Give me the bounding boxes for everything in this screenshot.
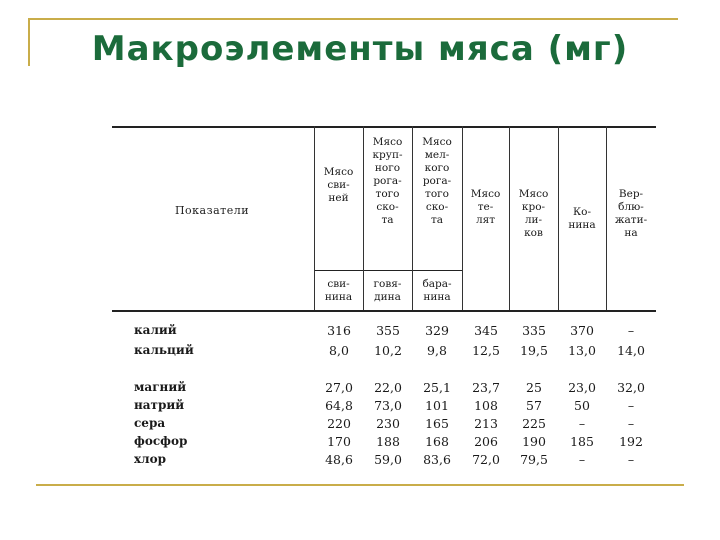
table-row xyxy=(112,379,656,396)
table-top-rule xyxy=(112,126,656,128)
header-indicators: Показатели xyxy=(174,204,250,217)
subcolumn-header: сви- нина xyxy=(324,278,353,303)
table-cell: 23,0 xyxy=(568,380,596,395)
table-cell: – xyxy=(627,452,635,467)
table-cell: 345 xyxy=(474,323,498,338)
row-label: фосфор xyxy=(134,434,188,448)
table-cell: 83,6 xyxy=(423,452,451,467)
table-cell: 57 xyxy=(526,398,542,413)
table-cell: 50 xyxy=(574,398,590,413)
table-cell: 329 xyxy=(425,323,449,338)
table-cell: – xyxy=(578,452,586,467)
subheader-rule xyxy=(314,270,462,271)
table-cell: 25 xyxy=(526,380,542,395)
table-cell: 9,8 xyxy=(427,343,447,358)
table-cell: 59,0 xyxy=(374,452,402,467)
column-header: Мясо кро- ли- ков xyxy=(518,188,549,239)
table-cell: 170 xyxy=(327,434,351,449)
table-cell: 73,0 xyxy=(374,398,402,413)
column-header: Ко- нина xyxy=(568,206,596,231)
table-cell: 225 xyxy=(522,416,546,431)
table-cell: 72,0 xyxy=(472,452,500,467)
table-cell: 213 xyxy=(474,416,498,431)
table-cell: 27,0 xyxy=(325,380,353,395)
table-cell: 10,2 xyxy=(374,343,402,358)
row-label: калий xyxy=(134,323,177,337)
table-cell: 14,0 xyxy=(617,343,645,358)
row-label: натрий xyxy=(134,398,185,412)
table-cell: 316 xyxy=(327,323,351,338)
table-cell: 12,5 xyxy=(472,343,500,358)
table-cell: 220 xyxy=(327,416,351,431)
table-cell: 335 xyxy=(522,323,546,338)
table-cell: 168 xyxy=(425,434,449,449)
column-header: Мясо мел- кого рога- того ско- та xyxy=(422,136,452,226)
subcolumn-header: бара- нина xyxy=(422,278,452,303)
column-header: Мясо те- лят xyxy=(470,188,501,226)
table-row xyxy=(112,451,656,468)
table-cell: 101 xyxy=(425,398,449,413)
table-cell: 32,0 xyxy=(617,380,645,395)
table-cell: 64,8 xyxy=(325,398,353,413)
row-label: магний xyxy=(134,380,187,394)
macronutrient-table xyxy=(112,126,656,476)
table-cell: 22,0 xyxy=(374,380,402,395)
table-cell: 25,1 xyxy=(423,380,451,395)
table-row xyxy=(112,397,656,414)
row-label: кальций xyxy=(134,343,194,357)
table-cell: 230 xyxy=(376,416,400,431)
table-cell: 48,6 xyxy=(325,452,353,467)
table-cell: 192 xyxy=(619,434,643,449)
slide-title: Макроэлементы мяса (мг) xyxy=(91,29,629,69)
table-header-rule xyxy=(112,310,656,312)
table-cell: 108 xyxy=(474,398,498,413)
table-cell: 206 xyxy=(474,434,498,449)
column-header: Мясо круп- ного рога- того ско- та xyxy=(372,136,403,226)
table-cell: 19,5 xyxy=(520,343,548,358)
table-row xyxy=(112,415,656,432)
table-cell: 13,0 xyxy=(568,343,596,358)
table-cell: – xyxy=(627,398,635,413)
table-cell: 23,7 xyxy=(472,380,500,395)
table-row xyxy=(112,433,656,450)
column-header: Вер- блю- жати- на xyxy=(614,188,648,239)
table-cell: 165 xyxy=(425,416,449,431)
table-cell: 79,5 xyxy=(520,452,548,467)
table-cell: 188 xyxy=(376,434,400,449)
table-cell: 185 xyxy=(570,434,594,449)
row-label: хлор xyxy=(134,452,167,466)
table-cell: 370 xyxy=(570,323,594,338)
table-cell: 190 xyxy=(522,434,546,449)
table-cell: – xyxy=(627,323,635,338)
subcolumn-header: говя- дина xyxy=(373,278,402,303)
table-cell: – xyxy=(578,416,586,431)
row-label: сера xyxy=(134,416,166,430)
table-cell: 355 xyxy=(376,323,400,338)
corner-rule xyxy=(28,18,30,66)
table-row xyxy=(112,322,656,339)
table-cell: 8,0 xyxy=(329,343,349,358)
top-rule xyxy=(28,18,678,20)
column-header: Мясо сви- ней xyxy=(323,166,354,204)
table-cell: – xyxy=(627,416,635,431)
table-row xyxy=(112,342,656,359)
bottom-rule xyxy=(36,484,684,486)
